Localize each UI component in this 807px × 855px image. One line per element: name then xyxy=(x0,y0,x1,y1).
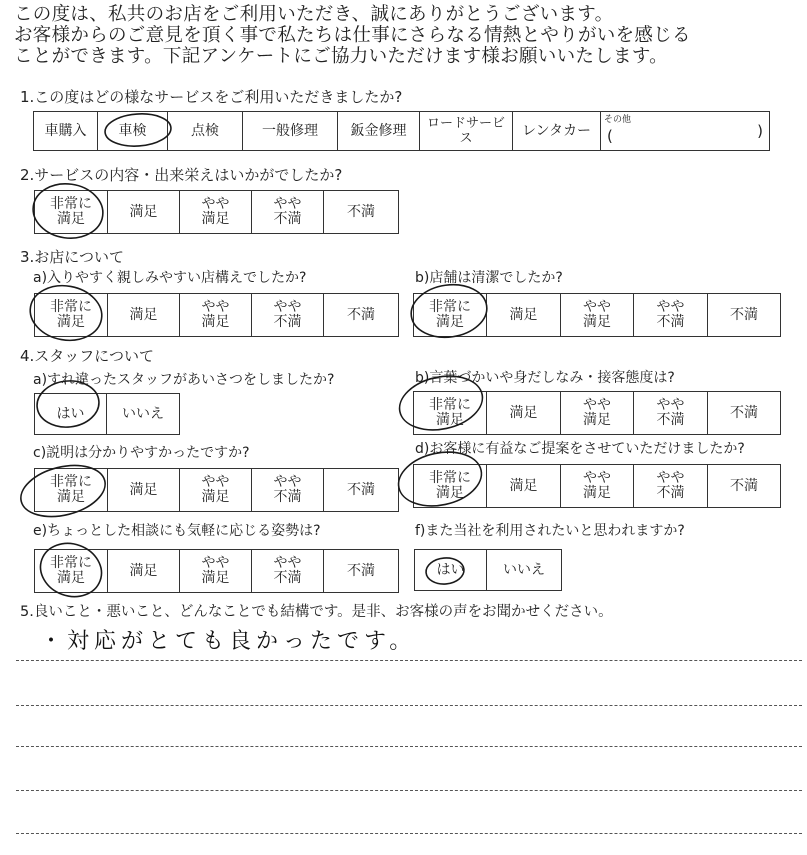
q4d-scale xyxy=(413,464,781,508)
q3a-somewhat-dissatisfied[interactable]: やや 不満 xyxy=(252,294,324,336)
q4e-somewhat-satisfied[interactable]: やや 満足 xyxy=(180,550,252,592)
q1-option-general-repair[interactable]: 一般修理 xyxy=(243,112,338,150)
q4e-title: e)ちょっとした相談にも気軽に応じる姿勢は? xyxy=(33,523,321,539)
q1-option-sheet-metal[interactable]: 鈑金修理 xyxy=(338,112,420,150)
q4d-very-satisfied[interactable]: 非常に 満足 xyxy=(414,465,487,507)
q3a-very-satisfied[interactable]: 非常に 満足 xyxy=(35,294,108,336)
answer-line[interactable] xyxy=(16,660,802,661)
q2-somewhat-dissatisfied[interactable]: やや 不満 xyxy=(252,191,324,233)
q4a-yes[interactable]: はい xyxy=(35,394,107,434)
q2-somewhat-satisfied[interactable]: やや 満足 xyxy=(180,191,252,233)
q4e-somewhat-dissatisfied[interactable]: やや 不満 xyxy=(252,550,324,592)
other-label: その他 xyxy=(604,115,632,125)
q4-title: 4.スタッフについて xyxy=(20,347,155,365)
q4f-yes[interactable]: はい xyxy=(415,550,487,590)
q4b-title: b)言葉づかいや身だしなみ・接客態度は? xyxy=(415,370,675,386)
q2-title: 2.サービスの内容・出来栄えはいかがでしたか? xyxy=(20,166,343,184)
intro-text xyxy=(14,4,804,67)
q4b-satisfied[interactable]: 満足 xyxy=(487,392,561,434)
q4f-yesno xyxy=(414,549,562,591)
q4c-dissatisfied[interactable]: 不満 xyxy=(347,481,375,498)
intro-line-1: この度は、私共のお店をご利用いただき、誠にありがとうございます。 xyxy=(14,4,614,25)
q1-options xyxy=(33,111,770,151)
q3-title: 3.お店について xyxy=(20,248,125,266)
q1-option-other[interactable]: その他 ( ) xyxy=(604,115,763,145)
q3a-satisfied[interactable]: 満足 xyxy=(108,294,180,336)
q4d-title: d)お客様に有益なご提案をさせていただけましたか? xyxy=(415,441,745,457)
answer-line[interactable] xyxy=(16,833,802,834)
q4d-somewhat-dissatisfied[interactable]: やや 不満 xyxy=(634,465,708,507)
intro-line-2: お客様からのご意見を頂く事で私たちは仕事にさらなる情熱とやりがいを感じる xyxy=(14,25,691,46)
answer-line[interactable] xyxy=(16,790,802,791)
q4e-very-satisfied[interactable]: 非常に 満足 xyxy=(35,550,108,592)
q4b-somewhat-satisfied[interactable]: やや 満足 xyxy=(561,392,634,434)
q4c-very-satisfied[interactable]: 非常に 満足 xyxy=(35,469,108,511)
q4a-no[interactable]: いいえ xyxy=(122,405,164,422)
q3b-somewhat-satisfied[interactable]: やや 満足 xyxy=(561,294,634,336)
q3a-dissatisfied[interactable]: 不満 xyxy=(347,306,375,323)
q4b-scale xyxy=(413,391,781,435)
answer-line[interactable] xyxy=(16,705,802,706)
q4c-somewhat-satisfied[interactable]: やや 満足 xyxy=(180,469,252,511)
q4f-title: f)また当社を利用されたいと思われますか? xyxy=(415,523,685,539)
q5-handwritten-answer: ・対応がとても良かったです。 xyxy=(40,629,417,654)
q1-option-inspection[interactable]: 点検 xyxy=(168,112,243,150)
q2-satisfied[interactable]: 満足 xyxy=(108,191,180,233)
q3b-title: b)店舗は清潔でしたか? xyxy=(415,270,563,286)
q4a-yesno xyxy=(34,393,180,435)
q4c-somewhat-dissatisfied[interactable]: やや 不満 xyxy=(252,469,324,511)
q4c-scale xyxy=(34,468,399,512)
q4b-very-satisfied[interactable]: 非常に 満足 xyxy=(414,392,487,434)
q1-option-car-purchase[interactable]: 車購入 xyxy=(34,112,98,150)
answer-line[interactable] xyxy=(16,746,802,747)
q1-option-shaken[interactable]: 車検 xyxy=(98,112,168,150)
q4a-title: a)すれ違ったスタッフがあいさつをしましたか? xyxy=(33,372,335,388)
q4e-scale xyxy=(34,549,399,593)
q4b-somewhat-dissatisfied[interactable]: やや 不満 xyxy=(634,392,708,434)
intro-line-3: ことができます。下記アンケートにご協力いただけます様お願いいたします。 xyxy=(14,46,668,67)
q3b-satisfied[interactable]: 満足 xyxy=(487,294,561,336)
q4c-satisfied[interactable]: 満足 xyxy=(108,469,180,511)
q2-scale xyxy=(34,190,399,234)
q1-option-road-service[interactable]: ロードサービス xyxy=(420,112,513,150)
q3b-scale xyxy=(413,293,781,337)
q4c-title: c)説明は分かりやすかったですか? xyxy=(33,445,250,461)
q3b-very-satisfied[interactable]: 非常に 満足 xyxy=(414,294,487,336)
q1-title: 1.この度はどの様なサービスをご利用いただきましたか? xyxy=(20,88,403,106)
q2-dissatisfied[interactable]: 不満 xyxy=(347,203,375,220)
q4e-satisfied[interactable]: 満足 xyxy=(108,550,180,592)
q1-option-rental-car[interactable]: レンタカー xyxy=(513,112,601,150)
q3b-dissatisfied[interactable]: 不満 xyxy=(730,306,758,323)
q4d-dissatisfied[interactable]: 不満 xyxy=(730,477,758,494)
q2-very-satisfied[interactable]: 非常に 満足 xyxy=(35,191,108,233)
q4f-no[interactable]: いいえ xyxy=(503,561,545,578)
q3a-somewhat-satisfied[interactable]: やや 満足 xyxy=(180,294,252,336)
q4d-satisfied[interactable]: 満足 xyxy=(487,465,561,507)
q3a-scale xyxy=(34,293,399,337)
q4d-somewhat-satisfied[interactable]: やや 満足 xyxy=(561,465,634,507)
q3b-somewhat-dissatisfied[interactable]: やや 不満 xyxy=(634,294,708,336)
q5-title: 5.良いこと・悪いこと、どんなことでも結構です。是非、お客様の声をお聞かせください。 xyxy=(20,604,613,620)
q3a-title: a)入りやすく親しみやすい店構えでしたか? xyxy=(33,270,307,286)
q4e-dissatisfied[interactable]: 不満 xyxy=(347,562,375,579)
q4b-dissatisfied[interactable]: 不満 xyxy=(730,404,758,421)
